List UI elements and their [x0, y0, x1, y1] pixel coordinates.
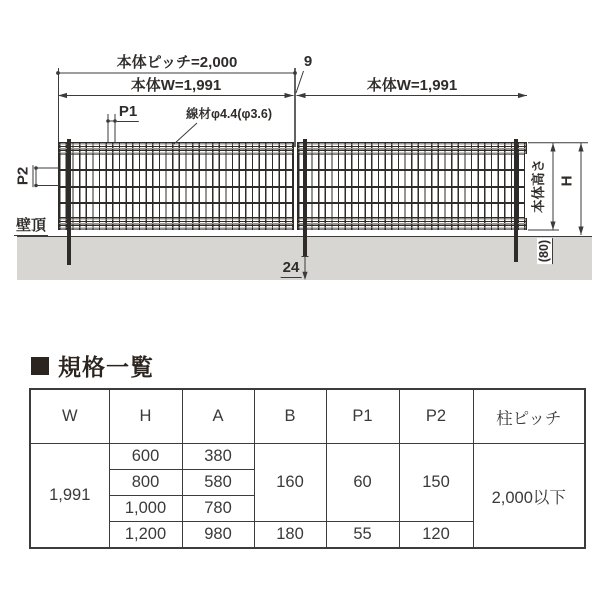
col-header-w: W [30, 389, 109, 444]
pitch-dim-label: 本体ピッチ=2,000 [116, 54, 238, 71]
wall-top-label: 壁頂 [16, 217, 47, 234]
cell-h-1200: 1,200 [109, 522, 182, 549]
cell-h-600: 600 [109, 444, 182, 470]
col-header-h: H [109, 389, 182, 444]
base-offset-label: (80) [537, 239, 551, 263]
p2-ext-lines [36, 168, 59, 186]
cell-p1-60: 60 [326, 444, 399, 522]
cell-a-580: 580 [182, 470, 254, 496]
section-title-text: 規格一覧 [58, 354, 154, 380]
section-bullet-icon [31, 357, 49, 375]
panel-gap-label: 9 [303, 53, 313, 70]
p2-label: P2 [14, 166, 32, 186]
spec-table-header-row [30, 389, 585, 444]
cell-p2-120: 120 [399, 522, 473, 549]
cell-pillar-pitch: 2,000以下 [473, 444, 585, 549]
cell-a-780: 780 [182, 496, 254, 522]
spec-table [29, 388, 586, 549]
wire-leader [174, 123, 197, 144]
cell-a-380: 380 [182, 444, 254, 470]
section-title [31, 349, 154, 382]
post-dim-label: 24 [282, 259, 300, 276]
panel-width-right-label: 本体W=1,991 [366, 77, 458, 94]
p1-ext-lines [108, 114, 115, 142]
col-header-p2: P2 [399, 389, 473, 444]
cell-w: 1,991 [30, 444, 109, 549]
wire-spec-label: 線材φ4.4(φ3.6) [186, 107, 272, 121]
col-header-a: A [182, 389, 254, 444]
panel-width-left-label: 本体W=1,991 [130, 77, 222, 94]
dimension-line-group [36, 68, 588, 278]
p1-label: P1 [118, 103, 138, 120]
cell-a-980: 980 [182, 522, 254, 549]
h-label: H [558, 175, 576, 187]
col-header-pillar-pitch: 柱ピッチ [473, 389, 585, 444]
gap-leader [296, 71, 304, 93]
cell-h-1000: 1,000 [109, 496, 182, 522]
cell-p2-150: 150 [399, 444, 473, 522]
cell-p1-55: 55 [326, 522, 399, 549]
cell-b-160: 160 [254, 444, 326, 522]
cell-b-180: 180 [254, 522, 326, 549]
col-header-p1: P1 [326, 389, 399, 444]
table-row [30, 444, 585, 470]
cell-h-800: 800 [109, 470, 182, 496]
col-header-b: B [254, 389, 326, 444]
body-height-label: 本体高さ [525, 154, 549, 218]
